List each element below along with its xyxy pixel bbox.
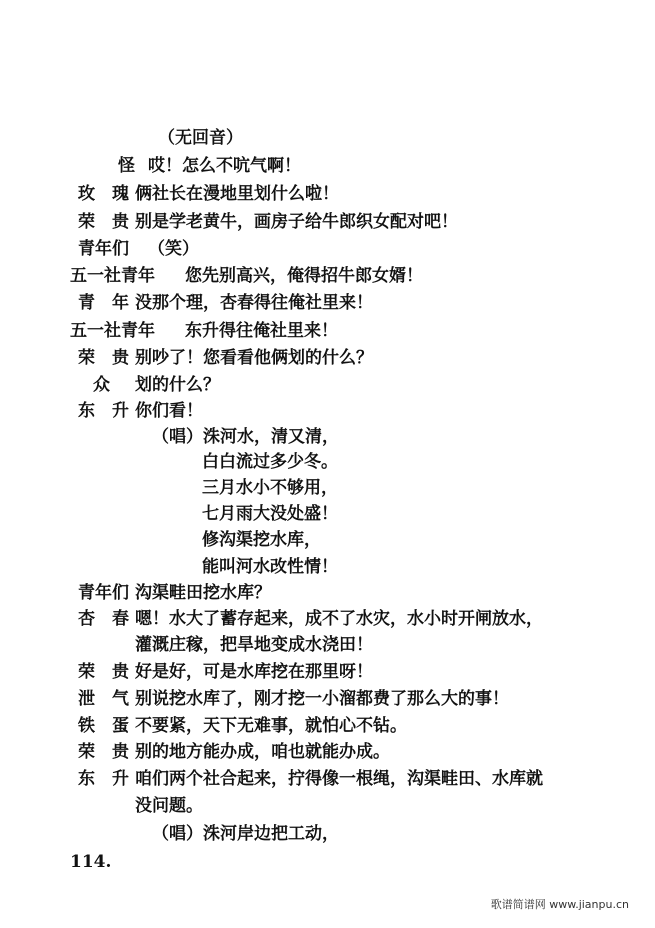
- speaker-name: 东 升: [78, 401, 129, 421]
- speaker-name: 青 年: [78, 293, 129, 313]
- dialogue-text: （无回音）: [158, 128, 243, 148]
- dialogue-text: 别的地方能办成，咱也就能办成。: [135, 742, 390, 762]
- dialogue-text: 嗯！水大了蓄存起来，成不了水灾，水小时开闸放水，: [135, 609, 543, 629]
- speaker-name: 荣 贵: [78, 212, 129, 232]
- dialogue-text: 您先别高兴，俺得招牛郎女婿！: [185, 266, 423, 286]
- speaker-name: 怪: [118, 156, 135, 176]
- dialogue-text: 别是学老黄牛，画房子给牛郎织女配对吧！: [135, 212, 458, 232]
- dialogue-text: （唱）洙河水，清又清，: [152, 427, 339, 447]
- speaker-name: 青年们: [78, 583, 129, 603]
- page-number: 114.: [70, 852, 112, 872]
- dialogue-text: 不要紧，天下无难事，就怕心不钻。: [135, 716, 407, 736]
- dialogue-text: 七月雨大没处盛！: [202, 504, 338, 524]
- site-watermark: 歌谱简谱网 www.jianpu.cn: [490, 898, 629, 911]
- dialogue-text: 好是好，可是水库挖在那里呀！: [135, 662, 373, 682]
- speaker-name: 荣 贵: [78, 742, 129, 762]
- speaker-name: 五一社青年: [70, 321, 155, 341]
- dialogue-text: 沟渠畦田挖水库？: [135, 583, 271, 603]
- speaker-name: 玫 瑰: [78, 184, 129, 204]
- dialogue-text: 别吵了！您看看他俩划的什么？: [135, 348, 373, 368]
- dialogue-text: 咱们两个社合起来，拧得像一根绳，沟渠畦田、水库就: [135, 769, 543, 789]
- speaker-name: 泄 气: [78, 689, 129, 709]
- dialogue-text: 划的什么？: [135, 375, 220, 395]
- speaker-name: 杏 春: [78, 609, 129, 629]
- dialogue-text: 没问题。: [135, 796, 203, 816]
- dialogue-text: 能叫河水改性情！: [202, 557, 338, 577]
- speaker-name: 荣 贵: [78, 348, 129, 368]
- dialogue-text: 别说挖水库了，刚才挖一小溜都费了那么大的事！: [135, 689, 509, 709]
- dialogue-text: 哎！怎么不吭气啊！: [148, 156, 301, 176]
- dialogue-text: 东升得往俺社里来！: [185, 321, 338, 341]
- dialogue-text: 白白流过多少冬。: [202, 452, 338, 472]
- dialogue-text: 三月水小不够用，: [202, 478, 338, 498]
- dialogue-text: 没那个理，杏春得往俺社里来！: [135, 293, 373, 313]
- speaker-name: 众: [93, 375, 110, 395]
- dialogue-text: （笑）: [148, 239, 199, 259]
- dialogue-text: 你们看！: [135, 401, 203, 421]
- dialogue-text: （唱）洙河岸边把工动，: [152, 824, 339, 844]
- speaker-name: 荣 贵: [78, 662, 129, 682]
- dialogue-text: 灌溉庄稼，把旱地变成水浇田！: [135, 635, 373, 655]
- dialogue-text: 俩社长在漫地里划什么啦！: [135, 184, 339, 204]
- dialogue-text: 修沟渠挖水库，: [202, 530, 321, 550]
- speaker-name: 五一社青年: [70, 266, 155, 286]
- speaker-name: 东 升: [78, 769, 129, 789]
- speaker-name: 青年们: [78, 239, 129, 259]
- speaker-name: 铁 蛋: [78, 716, 129, 736]
